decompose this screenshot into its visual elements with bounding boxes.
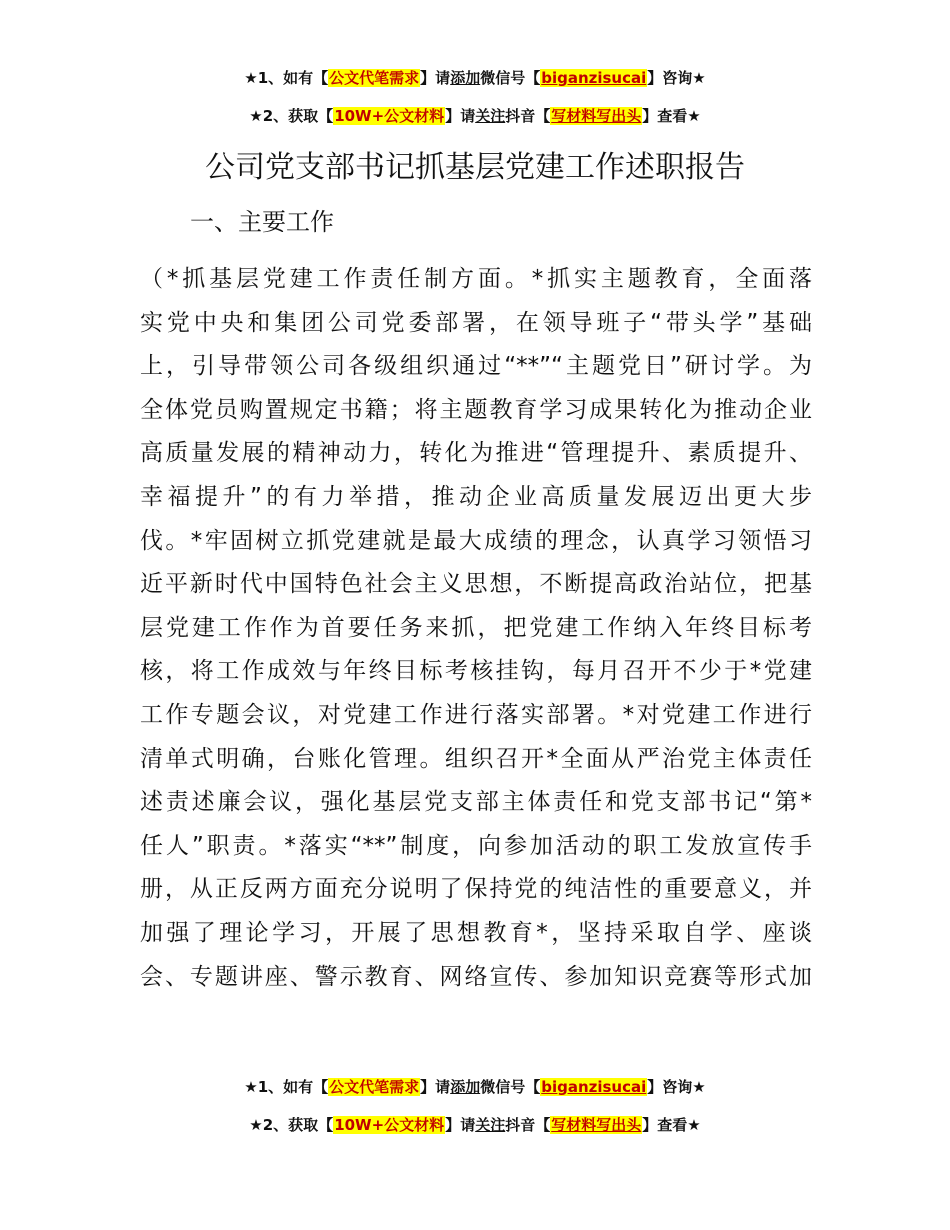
banner-text: 】咨询★ [647,1078,706,1096]
body-line: （*抓基层党建工作责任制方面。*抓实主题教育，全面落 [140,266,812,292]
banner-wechat-id: biganzisucai [541,1078,647,1096]
body-line: 册，从正反两方面充分说明了保持党的纯洁性的重要意义，并 [140,876,812,903]
banner-highlight: 10W+公文材料 [334,1116,445,1134]
banner-text: 】请 [420,69,451,87]
body-line: 高质量发展的精神动力，转化为推进“管理提升、素质提升、 [140,440,812,467]
footer-banner-line-1 [0,1077,950,1097]
body-line: 实党中央和集团公司党委部署，在领导班子“带头学”基础 [140,309,812,336]
body-line: 层党建工作作为首要任务来抓，把党建工作纳入年终目标考 [140,614,812,641]
body-line: 核，将工作成效与年终目标考核挂钩，每月召开不少于*党建 [140,658,812,685]
body-line: 幸福提升”的有力举措，推动企业高质量发展迈出更大步 [140,483,812,510]
banner-text: 抖音【 [505,107,551,125]
document-body [140,258,812,999]
header-banner-line-1 [0,68,950,88]
body-line: 会、专题讲座、警示教育、网络宣传、参加知识竞赛等形式加 [140,963,812,990]
banner-underline: 添加 [450,69,481,87]
banner-highlight: 10W+公文材料 [334,107,445,125]
banner-text: 】请 [445,1116,476,1134]
banner-underline: 关注 [475,107,506,125]
header-banner-line-2 [0,106,950,126]
banner-highlight: 公文代笔需求 [329,1078,420,1096]
body-line: 加强了理论学习，开展了思想教育*，坚持采取自学、座谈 [140,919,812,946]
section-heading: 一、主要工作 [190,208,334,236]
banner-text: ★2、获取【 [249,1116,334,1134]
footer-banner-line-2 [0,1115,950,1135]
banner-text: 】请 [420,1078,451,1096]
banner-text: 抖音【 [505,1116,551,1134]
body-line: 工作专题会议，对党建工作进行落实部署。*对党建工作进行 [140,701,812,728]
body-line: 全体党员购置规定书籍；将主题教育学习成果转化为推动企业 [140,396,812,423]
banner-text: ★2、获取【 [249,107,334,125]
banner-underline: 关注 [475,1116,506,1134]
banner-text: 微信号【 [480,1078,541,1096]
banner-text: 微信号【 [480,69,541,87]
banner-text: 】查看★ [642,1116,701,1134]
banner-text: ★1、如有【 [244,1078,329,1096]
banner-text: ★1、如有【 [244,69,329,87]
banner-douyin-id: 写材料写出头 [551,107,642,125]
body-line: 述责述廉会议，强化基层党支部主体责任和党支部书记“第* [140,789,812,816]
banner-text: 】查看★ [642,107,701,125]
body-line: 近平新时代中国特色社会主义思想，不断提高政治站位，把基 [140,571,812,598]
banner-text: 】咨询★ [647,69,706,87]
banner-highlight: 公文代笔需求 [329,69,420,87]
banner-wechat-id: biganzisucai [541,69,647,87]
document-title: 公司党支部书记抓基层党建工作述职报告 [205,150,745,185]
body-line: 伐。*牢固树立抓党建就是最大成绩的理念，认真学习领悟习 [140,527,812,554]
body-line: 清单式明确，台账化管理。组织召开*全面从严治党主体责任 [140,745,812,772]
body-line: 上，引导带领公司各级组织通过“**”“主题党日”研讨学。为 [140,353,812,380]
banner-text: 】请 [445,107,476,125]
banner-underline: 添加 [450,1078,481,1096]
body-line: 任人”职责。*落实“**”制度，向参加活动的职工发放宣传手 [140,832,812,859]
banner-douyin-id: 写材料写出头 [551,1116,642,1134]
